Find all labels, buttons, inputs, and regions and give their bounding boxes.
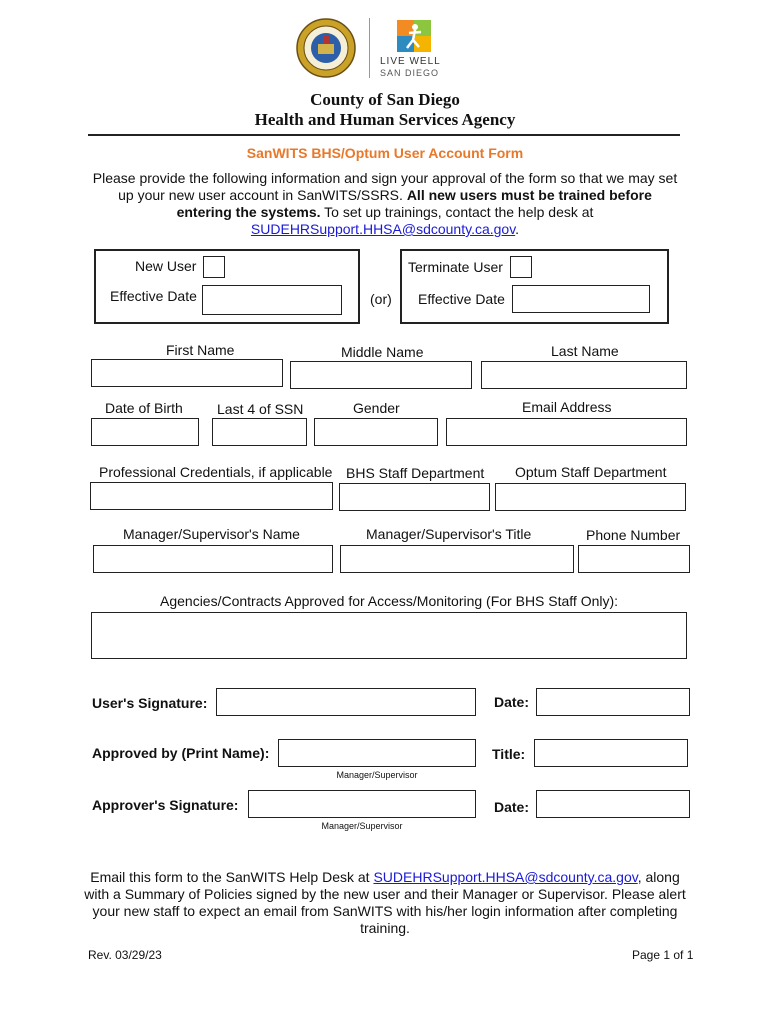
- agencies-textarea[interactable]: [91, 612, 687, 659]
- approver-signature-input[interactable]: [248, 790, 476, 818]
- ssn-input[interactable]: [212, 418, 307, 446]
- email-input[interactable]: [446, 418, 687, 446]
- helpdesk-email-link[interactable]: SUDEHRSupport.HHSA@sdcounty.ca.gov: [250, 221, 516, 237]
- approver-title-input[interactable]: [534, 739, 688, 767]
- title-label: Title:: [492, 746, 526, 762]
- manager-title-input[interactable]: [340, 545, 574, 573]
- new-user-label: New User: [135, 258, 197, 274]
- phone-input[interactable]: [578, 545, 690, 573]
- header-rule: [88, 134, 680, 136]
- new-user-checkbox[interactable]: [203, 256, 225, 278]
- date-label-1: Date:: [494, 694, 530, 710]
- bhs-dept-input[interactable]: [339, 483, 490, 511]
- approved-by-input[interactable]: [278, 739, 476, 767]
- approver-signature-date-input[interactable]: [536, 790, 690, 818]
- approver-signature-label: Approver's Signature:: [92, 797, 239, 813]
- ssn-label: Last 4 of SSN: [217, 401, 304, 417]
- gender-input[interactable]: [314, 418, 438, 446]
- manager-caption-2: Manager/Supervisor: [321, 821, 403, 831]
- form-title: SanWITS BHS/Optum User Account Form: [246, 145, 524, 161]
- logo-divider: [369, 18, 370, 78]
- optum-dept-label: Optum Staff Department: [515, 464, 667, 480]
- page-number: Page 1 of 1: [632, 948, 694, 962]
- dob-label: Date of Birth: [105, 400, 183, 416]
- manager-name-label: Manager/Supervisor's Name: [123, 526, 300, 542]
- dob-input[interactable]: [91, 418, 199, 446]
- agency-title: Health and Human Services Agency: [254, 110, 516, 129]
- terminate-effective-date-input[interactable]: [512, 285, 650, 313]
- user-signature-input[interactable]: [216, 688, 476, 716]
- credentials-label: Professional Credentials, if applicable: [99, 464, 333, 480]
- bhs-dept-label: BHS Staff Department: [346, 465, 485, 481]
- approved-by-label: Approved by (Print Name):: [92, 745, 270, 761]
- manager-name-input[interactable]: [93, 545, 333, 573]
- user-signature-label: User's Signature:: [92, 695, 208, 711]
- county-seal: [296, 18, 356, 78]
- middle-name-label: Middle Name: [341, 344, 424, 360]
- email-label: Email Address: [522, 399, 612, 415]
- terminate-effective-date-label: Effective Date: [418, 291, 505, 307]
- middle-name-input[interactable]: [290, 361, 472, 389]
- optum-dept-input[interactable]: [495, 483, 686, 511]
- logo-subtext: SAN DIEGO: [380, 68, 440, 78]
- live-well-logo: [380, 20, 450, 80]
- last-name-input[interactable]: [481, 361, 687, 389]
- agencies-label: Agencies/Contracts Approved for Access/Monitoring (For BHS Staff Only):: [160, 593, 619, 609]
- logo-text: LIVE WELL: [380, 56, 441, 67]
- terminate-user-label: Terminate User: [408, 259, 503, 275]
- phone-label: Phone Number: [586, 527, 681, 543]
- effective-date-label: Effective Date: [110, 288, 197, 304]
- credentials-input[interactable]: [90, 482, 333, 510]
- county-title: County of San Diego: [310, 90, 460, 109]
- intro-text: Please provide the following information and sign your approval of the form so that we may set up your new user account in SanWITS/SSRS. All new users must be trained before entering the systems. To set up trainings, contact the help desk at SUDEHRSupport.HHSA@sdcounty.ca.gov.: [92, 170, 678, 237]
- gender-label: Gender: [353, 400, 400, 416]
- or-label: (or): [370, 291, 392, 307]
- new-user-effective-date-input[interactable]: [202, 285, 342, 315]
- terminate-user-checkbox[interactable]: [510, 256, 532, 278]
- footer-email-link[interactable]: SUDEHRSupport.HHSA@sdcounty.ca.gov: [373, 869, 638, 885]
- first-name-label: First Name: [166, 342, 235, 358]
- first-name-input[interactable]: [91, 359, 283, 387]
- user-signature-date-input[interactable]: [536, 688, 690, 716]
- date-label-2: Date:: [494, 799, 530, 815]
- last-name-label: Last Name: [551, 343, 619, 359]
- manager-caption-1: Manager/Supervisor: [336, 770, 418, 780]
- manager-title-label: Manager/Supervisor's Title: [366, 526, 532, 542]
- revision-date: Rev. 03/29/23: [88, 948, 162, 962]
- footer-instructions: Email this form to the SanWITS Help Desk at SUDEHRSupport.HHSA@sdcounty.ca.gov, along with a Summary of Policies signed by the new user and their Manager or Supervisor. Please alert your new staff to expect an email from SanWITS with his/her login information after completing training.: [84, 869, 686, 936]
